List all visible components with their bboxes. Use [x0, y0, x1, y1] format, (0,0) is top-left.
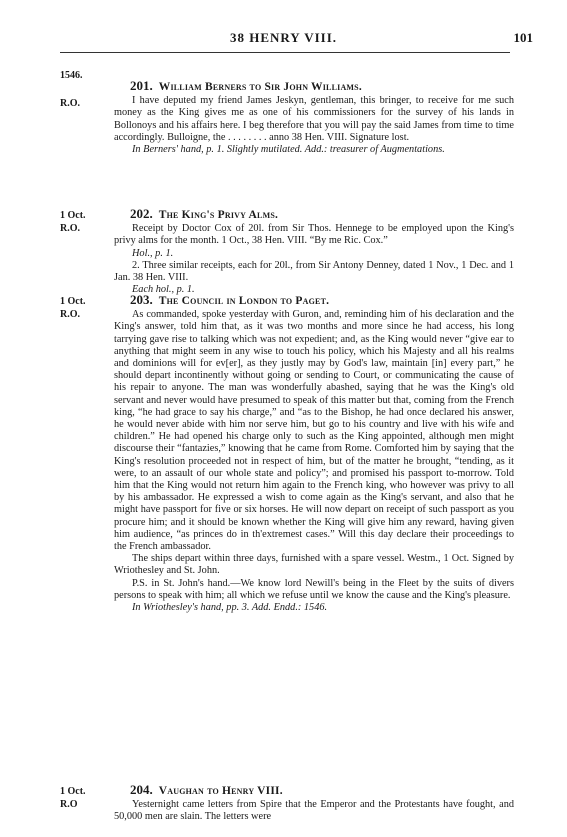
entry-paragraph: Yesternight came letters from Spire that the Emperor and the Protestants have fought, and 50,000 men are slain. The letters were [114, 799, 514, 823]
entry-paragraph: I have deputed my friend James Jeskyn, gentleman, this bringer, to receive for me such money as the King gives me as one of his commissioners for the survey of his lands in Bollonoys and his affairs here. I beg therefore that you will pay the said James from time to time accordingly. Bulloigne, the . . . . . . . . anno 38 Hen. VIII. Signature lost. [114, 95, 514, 143]
entry-note: Hol., p. 1. [132, 247, 174, 259]
entry-203 [114, 294, 514, 614]
entry-note: In Berners' hand, p. 1. Slightly mutilated. Add.: treasurer of Augmentations. [132, 144, 445, 156]
entry-number: 201. [130, 78, 153, 93]
entry-heading-204 [130, 784, 514, 797]
entry-title: William Berners to Sir John Williams. [158, 81, 362, 93]
entry-number: 203. [130, 292, 153, 307]
margin-date-204: 1 Oct. [60, 786, 86, 797]
entry-note: In Wriothesley's hand, pp. 3. Add. Endd.: 1546. [132, 602, 328, 614]
margin-date-203: 1 Oct. [60, 296, 86, 307]
margin-year: 1546. [60, 70, 83, 81]
entry-paragraph: P.S. in St. John's hand.—We know lord Newill's being in the Fleet by the suits of divers persons to speak with him; all which we refuse until we know the cause and the King's pleasure. [114, 577, 514, 601]
margin-source-201: R.O. [60, 98, 80, 109]
entry-heading-201 [130, 80, 514, 93]
entry-paragraph: The ships depart within three days, furnished with a spare vessel. Westm., 1 Oct. Signed by Wriothesley and St. John. [114, 553, 514, 577]
entry-title: Vaughan to Henry VIII. [158, 785, 283, 797]
entry-heading-202 [130, 208, 514, 221]
entry-201 [114, 80, 514, 156]
entry-paragraph: Receipt by Doctor Cox of 20l. from Sir Thos. Hennege to be employed upon the King's privy alms for the month. 1 Oct., 38 Hen. VIII. “By me Ric. Cox.” [114, 223, 514, 247]
header-rule [60, 52, 510, 53]
entry-title: The King's Privy Alms. [158, 209, 279, 221]
entry-204 [114, 784, 514, 824]
entry-note: Each hol., p. 1. [132, 284, 195, 296]
entry-202 [114, 208, 514, 296]
margin-source-203: R.O. [60, 309, 80, 320]
margin-date-202: 1 Oct. [60, 210, 86, 221]
margin-source-202: R.O. [60, 223, 80, 234]
entry-title: The Council in London to Paget. [158, 295, 330, 307]
page-number: 101 [513, 30, 533, 45]
entry-paragraph: 2. Three similar receipts, each for 20l., from Sir Antony Denney, dated 1 Nov., 1 Dec. and 1 Jan. 38 Hen. VIII. [114, 259, 514, 284]
margin-source-204: R.O [60, 799, 78, 810]
running-head-title: 38 HENRY VIII. [229, 30, 338, 45]
entry-number: 202. [130, 206, 153, 221]
entry-paragraph: As commanded, spoke yesterday with Guron, and, reminding him of his declaration and the King's answer, told him that, as it was two months and more since he had access, his long tarrying gave rise to talking which was not expedient; and, as the King would never “give ear to anything that might seem in any wise to touch his policy, which his Majesty and all his realms and dominions will for ev[er], as they justly may by God's law, maintain [in] every part,” he should depart incontinently without going or sending to Court, or communicating the cause of his repair to anyone. The man was wonderfully abashed, saying that he was the King's old servant and never would have presumed to speak of this matter but that, coming from the French king, “he had grace to say his charge,” and “as to the Bishop, he had once declared his answer, he would never abide with him nor serve him, but go to his country and live with his wife and children.” He had opened his charge only to such as the King appointed, although men might discourse their “fantazies,” knowing that he came from Rome. Comforted him by saying that the King's resolution proceeded not in respect of him, but of the matter he brought, “tending, as it were, to an assault of our whole state and policy”; and promised his passport to-morrow. Told him that the King would not return him again to the French king, who however was privy to all by his ambassador. He expressed a wish to come again as the King's servant, and also that he might have passport for five or six horses. He will now depart on receipt of such passport as you procure him; and it should be known whether the King will give him any reward, having given him audience, “as princes do in th'extremest cases.” Will this day declare their proceedings to the French ambassador. [114, 309, 514, 553]
entry-heading-203 [130, 294, 514, 307]
entry-number: 204. [130, 782, 153, 797]
